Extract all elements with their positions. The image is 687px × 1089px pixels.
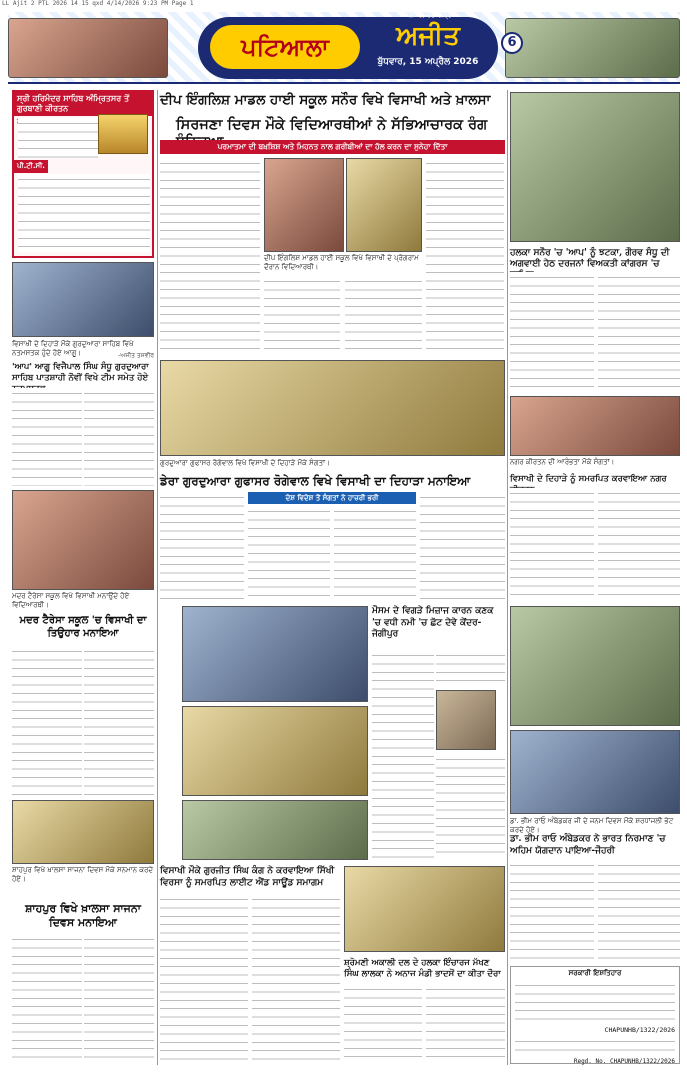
photo-light-sound-3	[182, 800, 368, 860]
photo-right-top	[510, 92, 680, 242]
photo-shahpur	[12, 800, 154, 864]
photo-ambedkar-1	[510, 606, 680, 726]
column-rule-1	[157, 90, 158, 1065]
story-e-text-1	[12, 646, 82, 796]
masthead-photo-right	[505, 18, 680, 78]
ad-text	[515, 980, 675, 1024]
story-c-headline: ਹਲਕਾ ਸਨੌਰ 'ਚ 'ਆਪ' ਨੂੰ ਝਟਕਾ, ਗੌਰਵ ਸੰਧੂ ਦੀ ਅਗਵਾਈ ਹੇਠ ਦਰਜਨਾਂ ਵਿਅਕਤੀ ਕਾਂਗਰਸ 'ਚ	[510, 248, 670, 269]
ad-line-1: CHAPUNHB/1322/2026	[604, 1026, 675, 1034]
story-d-text-1	[510, 488, 594, 600]
story-a-headline: 'ਆਪ' ਆਗੂ ਵਿਜੈਪਾਲ ਸਿੰਘ ਸੰਧੂ ਗੁਰਦੁਆਰਾ ਸਾਹਿਬ ਪਾਤਸ਼ਾਹੀ ਨੌਵੀਂ ਵਿਖੇ ਟੀਮ ਸਮੇਤ ਹੋਏ	[12, 362, 149, 383]
story-f-text-3	[436, 754, 505, 860]
story-i-headline: ਸ਼੍ਰੋਮਣੀ ਅਕਾਲੀ ਦਲ ਦੇ ਹਲਕਾ ਇੰਚਾਰਜ ਮੱਖਣ ਸਿੰਘ ਲਾਲਕਾ ਨੇ ਅਨਾਜ ਮੰਡੀ ਭਾਦਸੋਂ ਦਾ ਕੀਤਾ ਦੌਰਾ	[344, 958, 501, 979]
lead-headline-2: ਸਿਰਜਣਾ ਦਿਵਸ ਮੌਕੇ ਵਿਦਿਆਰਥੀਆਂ ਨੇ ਸੱਭਿਆਚਾਰਕ ਰੰਗ	[176, 116, 488, 133]
print-info: LL Ajit 2 PTL 2026 14 15 qxd 4/14/2026 9:23 PM Page 1	[2, 0, 194, 7]
story-d-text-2	[598, 488, 680, 600]
story-b-text-3	[334, 506, 416, 602]
masthead-photo-left	[8, 18, 168, 78]
photo-center-dera	[160, 360, 505, 456]
photo-light-sound-1	[182, 606, 368, 702]
story-g-headline: ਵਿਸਾਖੀ ਮੌਕੇ ਗੁਰਜੀਤ ਸਿੰਘ ਕੰਗ ਨੇ ਕਰਵਾਇਆ ਸਿੱਖੀ ਵਿਰਸਾ ਨੂੰ ਸਮਰਪਿਤ ਲਾਈਟ ਐਂਡ ਸਾਊਂਡ ਸਮਾਗਮ	[160, 866, 335, 888]
box-title: ਸ੍ਰੀ ਹਰਿਮੰਦਰ ਸਾਹਿਬ ਅੰਮ੍ਰਿਤਸਰ ਤੋਂ ਗੁਰਬਾਣੀ ਕੀਰਤਨ	[14, 92, 152, 116]
lead-text-col-3	[345, 276, 422, 353]
issue-date: ਬੁੱਧਵਾਰ, 15 ਅਪ੍ਰੈਲ 2026	[377, 57, 479, 67]
lead-headline-1: ਦੀਪ ਇੰਗਲਿਸ਼ ਮਾਡਲ ਹਾਈ ਸਕੂਲ ਸਨੌਰ ਵਿਖੇ ਵਿਸਾਖੀ ਅਤੇ ਖ਼ਾਲਸਾ	[160, 92, 491, 108]
kirtan-timings-box	[12, 90, 154, 258]
box-label-1: ਪੀ.ਟੀ.ਸੀ.	[14, 160, 48, 173]
lead-text-col-1	[160, 158, 260, 353]
caption-shahpur: ਸ਼ਾਹਪੁਰ ਵਿਖੇ ਖ਼ਾਲਸਾ ਸਾਜਨਾ ਦਿਵਸ ਮੌਕੇ ਸਨਮਾਨ ਕਰਦੇ ਹੋਏ।	[12, 866, 154, 883]
photo-mother-teresa	[12, 490, 154, 590]
lead-photo-1	[264, 158, 344, 252]
story-e-text-2	[84, 646, 154, 796]
edition-label: ਜਲੰਧਰ, ਚੰਡੀਗੜ੍ਹ	[404, 11, 452, 19]
box-text-2	[18, 174, 150, 252]
story-b-kicker: ਦੇਸ਼ ਵਿਦੇਸ਼ ਤੋਂ ਸੰਗਤਾਂ ਨੇ ਹਾਜ਼ਰੀ ਭਰੀ	[248, 492, 416, 504]
caption-mother-teresa: ਮਦਰ ਟੈਰੇਸਾ ਸਕੂਲ ਵਿਖੇ ਵਿਸਾਖੀ ਮਨਾਉਂਦੇ ਹੋਏ ਵਿਦਿਆਰਥੀ।	[12, 592, 130, 609]
ad-line-2: Regd. No. CHAPUNHB/1322/2026	[573, 1058, 675, 1065]
caption-dera: ਗੁਰਦੁਆਰਾ ਗੁਫਾਸਰ ਰੋਗੇਵਾਲ ਵਿਖੇ ਵਿਸਾਖੀ ਦੇ ਦਿਹਾੜੇ ਮੌਕੇ ਸੰਗਤਾਂ।	[160, 459, 330, 467]
golden-temple-image	[98, 114, 148, 154]
story-h-text-2	[84, 934, 154, 1064]
photo-ambedkar-2	[510, 730, 680, 814]
page-number: 6	[501, 32, 523, 54]
lead-kicker: ਪਰਮਾਤਮਾ ਦੀ ਬਖ਼ਸ਼ਿਸ਼ ਅਤੇ ਮਿਹਨਤ ਨਾਲ ਗਰੀਬੀਆਂ ਦਾ ਹੱਲ ਕਰਨ ਦਾ ਸੁਨੇਹਾ ਦਿੱਤਾ	[160, 140, 505, 154]
caption-school: ਦੀਪ ਇੰਗਲਿਸ਼ ਮਾਡਲ ਹਾਈ ਸਕੂਲ ਵਿਖੇ ਵਿਸਾਖੀ ਦੇ ਪ੍ਰੋਗਰਾਮ ਦੌਰਾਨ ਵਿਦਿਆਰਥੀ।	[264, 254, 419, 271]
story-f-text-2	[436, 650, 505, 686]
ad-box	[510, 966, 680, 1064]
story-b-headline: ਡੇਰਾ ਗੁਰਦੁਆਰਾ ਗੁਫਾਸਰ ਰੋਗੇਵਾਲ ਵਿਖੇ ਵਿਸਾਖੀ ਦਾ ਦਿਹਾੜਾ ਮਨਾਇਆ	[160, 474, 471, 488]
story-h-text-1	[12, 934, 82, 1064]
column-rule-2	[507, 90, 508, 1065]
story-h-headline: ਸ਼ਾਹਪੁਰ ਵਿਖੇ ਖ਼ਾਲਸਾ ਸਾਜਨਾ ਦਿਵਸ ਮਨਾਇਆ	[25, 902, 141, 929]
story-f-headline: ਮੌਸਮ ਦੇ ਵਿਗੜੇ ਮਿਜ਼ਾਜ ਕਾਰਨ ਕਣਕ 'ਚ ਵਧੀ ਨਮੀ 'ਚ ਛੋਟ ਦੇਵੇ ਕੇਂਦਰ-ਜੋਗੀਪੁਰ	[372, 606, 494, 639]
story-i-text-1	[344, 984, 422, 1064]
story-c-text-2	[598, 272, 680, 390]
city-name: ਪਟਿਆਲਾ	[210, 25, 360, 69]
ad-title: ਸਰਕਾਰੀ ਇਸ਼ਤਿਹਾਰ	[568, 969, 622, 977]
story-d-headline: ਵਿਸਾਖੀ ਦੇ ਦਿਹਾੜੇ ਨੂੰ ਸਮਰਪਿਤ ਕਰਵਾਇਆ ਨਗਰ	[510, 474, 667, 484]
story-j-text-1	[510, 860, 594, 960]
ad-text-2	[515, 1036, 675, 1056]
photo-jogipur	[436, 690, 496, 750]
story-g-text-1	[160, 894, 248, 1064]
story-j-headline: ਡਾ. ਭੀਮ ਰਾਓ ਅੰਬੇਡਕਰ ਨੇ ਭਾਰਤ ਨਿਰਮਾਣ 'ਚ ਅਹਿਮ ਯੋਗਦਾਨ ਪਾਇਆ-ਜੌਹਰੀ	[510, 834, 666, 856]
masthead-panel	[198, 11, 498, 79]
story-b-text-1	[160, 492, 244, 602]
lead-photo-2	[346, 158, 422, 252]
story-b-text-2	[248, 506, 330, 602]
masthead	[8, 12, 680, 84]
story-g-text-2	[252, 894, 340, 1064]
lead-text-col-4	[426, 158, 504, 352]
caption-gurdwara: ਵਿਸਾਖੀ ਦੇ ਦਿਹਾੜੇ ਮੌਕੇ ਗੁਰਦੁਆਰਾ ਸਾਹਿਬ ਵਿਖੇ ਨਤਮਸਤਕ ਹੁੰਦੇ ਹੋਏ ਆਗੂ।	[12, 340, 134, 357]
caption-nagar-kirtan: ਨਗਰ ਕੀਰਤਨ ਦੀ ਆਰੰਭਤਾ ਮੌਕੇ ਸੰਗਤਾਂ।	[510, 458, 615, 466]
brand-name: ਅਜੀਤ	[396, 21, 460, 51]
photo-nagar-kirtan	[510, 396, 680, 456]
photo-credit-1: -ਅਜੀਤ ਤਸਵੀਰ	[118, 352, 154, 359]
story-f-text-1	[372, 650, 434, 860]
story-a-text-2	[84, 388, 154, 486]
story-a-text-1	[12, 388, 82, 486]
story-i-text-2	[426, 984, 505, 1064]
story-j-text-2	[598, 860, 680, 960]
caption-ambedkar: ਡਾ. ਭੀਮ ਰਾਓ ਅੰਬੇਡਕਰ ਜੀ ਦੇ ਜਨਮ ਦਿਵਸ ਮੌਕੇ ਸ਼ਰਧਾਂਜਲੀ ਭੇਟ ਕਰਦੇ ਹੋਏ।	[510, 817, 674, 834]
lead-text-col-2	[264, 276, 340, 353]
story-b-text-4	[420, 492, 505, 602]
photo-left-gurdwara	[12, 262, 154, 337]
story-e-headline: ਮਦਰ ਟੈਰੇਸਾ ਸਕੂਲ 'ਚ ਵਿਸਾਖੀ ਦਾ ਤਿਉਹਾਰ ਮਨਾਇਆ	[19, 615, 147, 639]
photo-light-sound-2	[182, 706, 368, 796]
story-c-text-1	[510, 272, 594, 390]
box-text-1	[18, 118, 98, 158]
photo-grain-market	[344, 866, 505, 952]
